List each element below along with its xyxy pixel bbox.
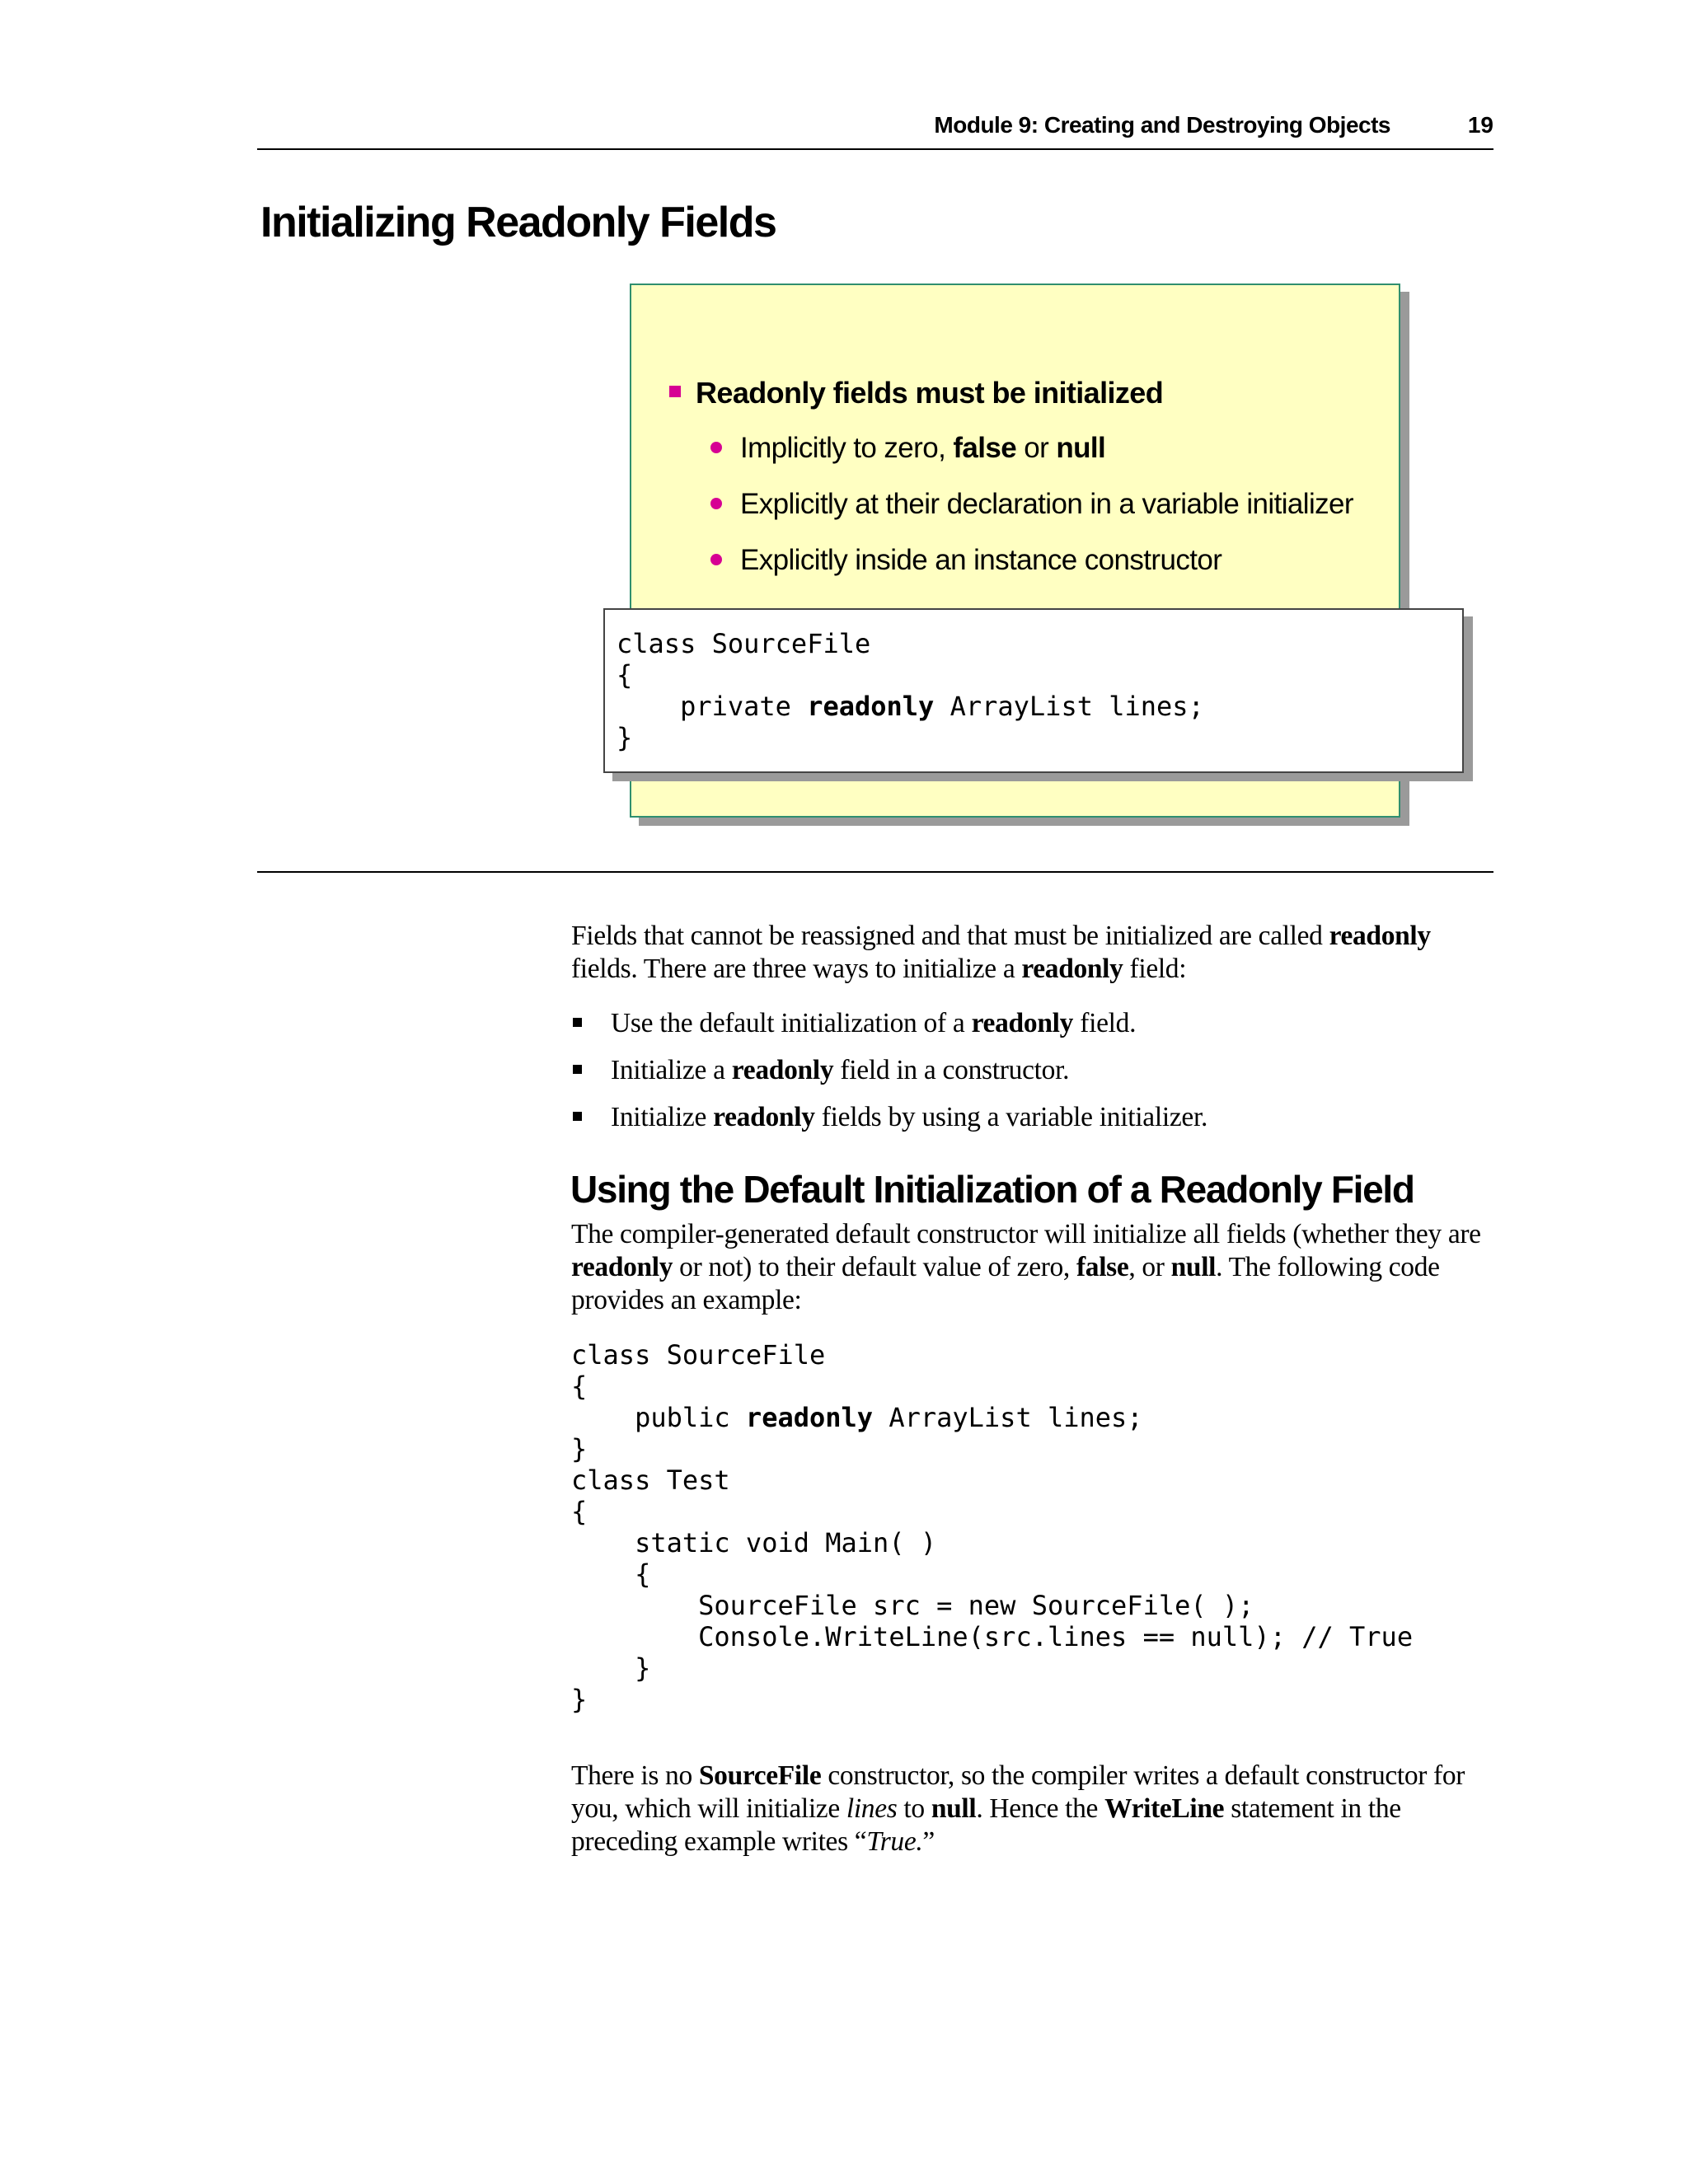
slide-sub-text: or (1016, 432, 1057, 464)
square-bullet-icon (573, 1018, 582, 1027)
code-line: Console.WriteLine(src.lines == null); // True (571, 1621, 1414, 1652)
code-line: } (571, 1433, 588, 1465)
slide-main-bullet (669, 376, 1163, 410)
text-run: Initialize a (611, 1055, 732, 1085)
slide-sub-text: Explicitly at their declaration in a variable initializer (740, 488, 1353, 520)
text-run: , or (1128, 1252, 1171, 1282)
text-run: Fields that cannot be reassigned and that must be initialized are called (571, 921, 1329, 951)
code-line: } (571, 1652, 651, 1684)
slide-sub-text: Explicitly inside an instance constructor (740, 544, 1222, 576)
bold-term: readonly (571, 1252, 673, 1282)
text-run: to (897, 1793, 931, 1824)
running-header (257, 112, 1493, 150)
text-run: . The following code provides an example: (571, 1252, 1440, 1315)
list-item-text (611, 1054, 1069, 1087)
conclusion-paragraph (571, 1760, 1498, 1858)
bold-term: readonly (971, 1008, 1074, 1038)
code-line: } (571, 1684, 588, 1715)
code-line: static void Main( ) (571, 1527, 937, 1558)
slide-sub-keyword: null (1056, 432, 1106, 464)
text-run: The compiler-generated default constructor will initialize all fields (whether they are (571, 1219, 1481, 1249)
code-line: } (617, 722, 633, 753)
code-line: class SourceFile (571, 1339, 826, 1371)
slide-main-bullet-text: Readonly fields must be initialized (696, 376, 1164, 410)
round-bullet-icon (710, 442, 722, 453)
square-bullet-icon (573, 1112, 582, 1121)
text-run: field in a constructor. (833, 1055, 1070, 1085)
intro-paragraph (571, 920, 1498, 986)
code-line: { (571, 1371, 588, 1402)
slide-code-box (603, 608, 1464, 773)
code-line: ArrayList lines; (934, 691, 1204, 722)
divider-line (257, 871, 1493, 873)
square-bullet-icon (573, 1065, 582, 1074)
bold-term: WriteLine (1104, 1793, 1225, 1824)
section-heading: Using the Default Initialization of a Readonly Field (570, 1168, 1414, 1211)
bold-term: readonly (1021, 954, 1123, 984)
code-keyword: readonly (807, 691, 935, 722)
bold-term: false (1076, 1252, 1129, 1282)
code-line: class SourceFile (617, 628, 871, 659)
slide-sub-text: Implicitly to zero, (740, 432, 954, 464)
text-run: Initialize (611, 1102, 714, 1132)
slide-code (617, 628, 1462, 753)
bold-term: readonly (731, 1055, 834, 1085)
code-line: SourceFile src = new SourceFile( ); (571, 1590, 1254, 1621)
square-bullet-icon (669, 386, 681, 397)
code-line: public (571, 1402, 746, 1433)
code-example (571, 1339, 1413, 1715)
list-item-text (611, 1007, 1136, 1040)
bold-term: null (931, 1793, 977, 1824)
module-title: Module 9: Creating and Destroying Objects (934, 112, 1390, 138)
text-run: ” (922, 1826, 935, 1857)
slide-sub-keyword: false (953, 432, 1017, 464)
bold-term: null (1170, 1252, 1217, 1282)
text-run: . Hence the (976, 1793, 1105, 1824)
text-run: constructor, so the compiler writes a default constructor for you, which will initialize (571, 1760, 1465, 1824)
code-line: private (617, 691, 808, 722)
page-number: 19 (1467, 112, 1493, 138)
round-bullet-icon (710, 498, 722, 509)
bold-term: readonly (713, 1102, 815, 1132)
round-bullet-icon (710, 554, 722, 565)
text-run: field: (1123, 954, 1187, 984)
text-run: or not) to their default value of zero, (673, 1252, 1076, 1282)
text-run: There is no (571, 1760, 699, 1791)
text-run: Use the default initialization of a (611, 1008, 972, 1038)
bold-term: SourceFile (698, 1760, 822, 1791)
slide-sub-bullet (710, 432, 1105, 465)
code-line: { (571, 1558, 651, 1590)
code-line: { (571, 1496, 588, 1527)
text-run: fields by using a variable initializer. (814, 1102, 1208, 1132)
slide-sub-bullet (710, 544, 1221, 577)
code-keyword: readonly (745, 1402, 874, 1433)
text-run: field. (1073, 1008, 1137, 1038)
text-run: statement in the preceding example writes “ (571, 1793, 1401, 1857)
section-paragraph (571, 1218, 1498, 1317)
code-line: { (617, 659, 633, 691)
text-run: fields. There are three ways to initialize a (571, 954, 1022, 984)
italic-term: lines (846, 1793, 898, 1824)
code-line: ArrayList lines; (873, 1402, 1143, 1433)
slide-sub-bullet (710, 488, 1353, 521)
italic-term: True. (866, 1826, 923, 1857)
code-line: class Test (571, 1465, 730, 1496)
list-item-text (611, 1101, 1207, 1134)
bold-term: readonly (1329, 921, 1431, 951)
page-title: Initializing Readonly Fields (260, 199, 776, 246)
